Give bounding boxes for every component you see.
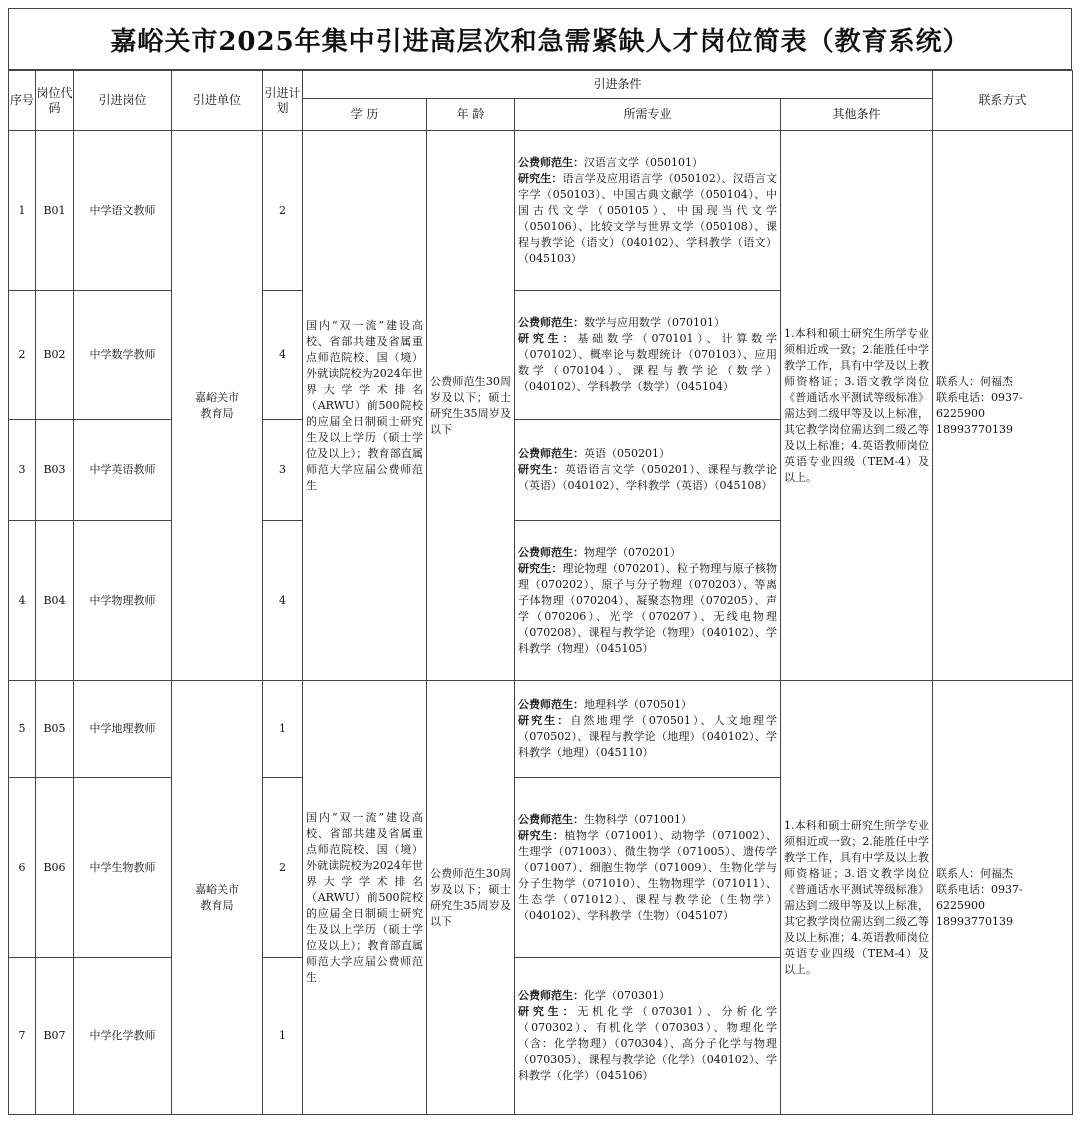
normal-label: 公费师范生：	[518, 447, 584, 460]
plan-cell: 3	[263, 420, 303, 521]
code-cell: B04	[36, 521, 74, 681]
code-cell: B03	[36, 420, 74, 521]
age-cell: 公费师范生30周岁及以下；硕士研究生35周岁及以下	[427, 131, 515, 681]
normal-major: 英语（050201）	[584, 447, 670, 460]
table-row	[9, 681, 1073, 778]
header-seq: 序号	[9, 71, 36, 131]
other-cell: 1.本科和硕士研究生所学专业须相近或一致；2.能胜任中学教学工作，具有中学及以上教师资格证；3.语文教学岗位《普通话水平测试等级标准》需达到二级甲等及以上标准，其它教学岗位需达到二级乙等及以上标准；4.英语教师岗位英语专业四级（TEM-4）及以上。	[781, 681, 933, 1115]
header-education: 学 历	[303, 99, 427, 131]
post-cell: 中学地理教师	[74, 681, 172, 778]
major-cell	[515, 420, 781, 521]
plan-cell: 1	[263, 681, 303, 778]
major-cell	[515, 778, 781, 958]
grad-major: 理论物理（070201）、粒子物理与原子核物理（070202）、原子与分子物理（070203）、等离子体物理（070204）、凝聚态物理（070205）、声学（070206）、光学（070207）、无线电物理（070208）、课程与教学论（物理）（040102）、学科教学（物理）（045105）	[518, 561, 777, 655]
plan-cell: 4	[263, 521, 303, 681]
seq-cell: 5	[9, 681, 36, 778]
code-cell: B01	[36, 131, 74, 291]
seq-cell: 6	[9, 778, 36, 958]
major-cell	[515, 521, 781, 681]
grad-label: 研究生：	[518, 1005, 578, 1018]
header-other: 其他条件	[781, 99, 933, 131]
grad-label: 研究生：	[518, 463, 565, 476]
code-cell: B05	[36, 681, 74, 778]
major-cell	[515, 681, 781, 778]
code-cell: B07	[36, 958, 74, 1115]
normal-major: 化学（070301）	[584, 989, 670, 1002]
post-cell: 中学物理教师	[74, 521, 172, 681]
education-cell: 国内“双一流”建设高校、省部共建及省属重点师范院校、国（境）外就读院校为2024年世界大学学术排名（ARWU）前500院校的应届全日制硕士研究生及以上学历（硕士学位及以上）；教育部直属师范大学应届公费师范生	[303, 681, 427, 1115]
grad-label: 研究生：	[518, 714, 571, 727]
post-cell: 中学数学教师	[74, 291, 172, 420]
normal-label: 公费师范生：	[518, 545, 584, 559]
normal-label: 公费师范生：	[518, 989, 584, 1002]
post-cell: 中学语文教师	[74, 131, 172, 291]
major-cell	[515, 291, 781, 420]
normal-label: 公费师范生：	[518, 316, 584, 329]
normal-major: 物理学（070201）	[584, 545, 681, 559]
contact-cell: 联系人：何福杰 联系电话：0937-6225900 18993770139	[933, 131, 1073, 681]
header-age: 年 龄	[427, 99, 515, 131]
plan-cell: 4	[263, 291, 303, 420]
age-cell: 公费师范生30周岁及以下；硕士研究生35周岁及以下	[427, 681, 515, 1115]
header-code: 岗位代码	[36, 71, 74, 131]
normal-label: 公费师范生：	[518, 812, 584, 826]
header-unit: 引进单位	[172, 71, 263, 131]
plan-cell: 2	[263, 131, 303, 291]
header-major: 所需专业	[515, 99, 781, 131]
code-cell: B06	[36, 778, 74, 958]
header-plan: 引进计划	[263, 71, 303, 131]
normal-label: 公费师范生：	[518, 698, 584, 711]
positions-table	[8, 70, 1073, 1115]
header-post: 引进岗位	[74, 71, 172, 131]
code-cell: B02	[36, 291, 74, 420]
normal-major: 地理科学（070501）	[584, 698, 692, 711]
grad-major: 无机化学（070301）、分析化学（070302）、有机化学（070303）、物理化学（含：化学物理）（070304）、高分子化学与物理（070305）、课程与教学论（化学）（040102）、学科教学（化学）（045106）	[518, 1005, 778, 1082]
grad-label: 研究生：	[518, 332, 578, 345]
normal-major: 生物科学（071001）	[584, 812, 692, 826]
header-conditions: 引进条件	[303, 71, 933, 99]
seq-cell: 7	[9, 958, 36, 1115]
plan-cell: 1	[263, 958, 303, 1115]
unit-cell: 嘉峪关市 教育局	[172, 131, 263, 681]
seq-cell: 2	[9, 291, 36, 420]
grad-major: 语言学及应用语言学（050102）、汉语言文字学（050103）、中国古典文献学（050104）、中国古代文学（050105）、中国现当代文学（050106）、比较文学与世界文学（050108）、课程与教学论（语文）（040102）、学科教学（语文）（045103）	[518, 171, 777, 265]
education-cell: 国内“双一流”建设高校、省部共建及省属重点师范院校、国（境）外就读院校为2024年世界大学学术排名（ARWU）前500院校的应届全日制硕士研究生及以上学历（硕士学位及以上）；教育部直属师范大学应届公费师范生	[303, 131, 427, 681]
grad-major: 植物学（071001）、动物学（071002）、生理学（071003）、微生物学（071005）、遗传学（071007）、细胞生物学（071009）、生物化学与分子生物学（071010）、生物物理学（071011）、生态学（071012）、课程与教学论（生物学）（040102）、学科教学（生物）（045107）	[518, 828, 777, 922]
normal-label: 公费师范生：	[518, 155, 584, 169]
post-cell: 中学英语教师	[74, 420, 172, 521]
table-row	[9, 131, 1073, 291]
post-cell: 中学化学教师	[74, 958, 172, 1115]
seq-cell: 1	[9, 131, 36, 291]
post-cell: 中学生物教师	[74, 778, 172, 958]
grad-major: 自然地理学（070501）、人文地理学（070502）、课程与教学论（地理）（040102）、学科教学（地理）（045110）	[518, 714, 777, 759]
grad-label: 研究生：	[518, 561, 563, 575]
seq-cell: 3	[9, 420, 36, 521]
seq-cell: 4	[9, 521, 36, 681]
unit-cell: 嘉峪关市 教育局	[172, 681, 263, 1115]
major-cell	[515, 958, 781, 1115]
grad-label: 研究生：	[518, 828, 565, 842]
grad-major: 基础数学（070101）、计算数学（070102）、概率论与数理统计（070103）、应用数学（070104）、课程与教学论（数学）（040102）、学科教学（数学）（045104）	[518, 332, 778, 393]
other-cell: 1.本科和硕士研究生所学专业须相近或一致；2.能胜任中学教学工作，具有中学及以上教师资格证；3.语文教学岗位《普通话水平测试等级标准》需达到二级甲等及以上标准，其它教学岗位需达到二级乙等及以上标准；4.英语教师岗位英语专业四级（TEM-4）及以上。	[781, 131, 933, 681]
contact-cell: 联系人：何福杰 联系电话：0937-6225900 18993770139	[933, 681, 1073, 1115]
normal-major: 数学与应用数学（070101）	[584, 316, 725, 329]
normal-major: 汉语言文学（050101）	[584, 155, 703, 169]
grad-major: 英语语言文学（050201）、课程与教学论（英语）（040102）、学科教学（英语）（045108）	[518, 463, 777, 492]
major-cell	[515, 131, 781, 291]
grad-label: 研究生：	[518, 171, 563, 185]
plan-cell: 2	[263, 778, 303, 958]
header-contact: 联系方式	[933, 71, 1073, 131]
page-title: 嘉峪关市2025年集中引进高层次和急需紧缺人才岗位简表（教育系统）	[8, 8, 1072, 70]
